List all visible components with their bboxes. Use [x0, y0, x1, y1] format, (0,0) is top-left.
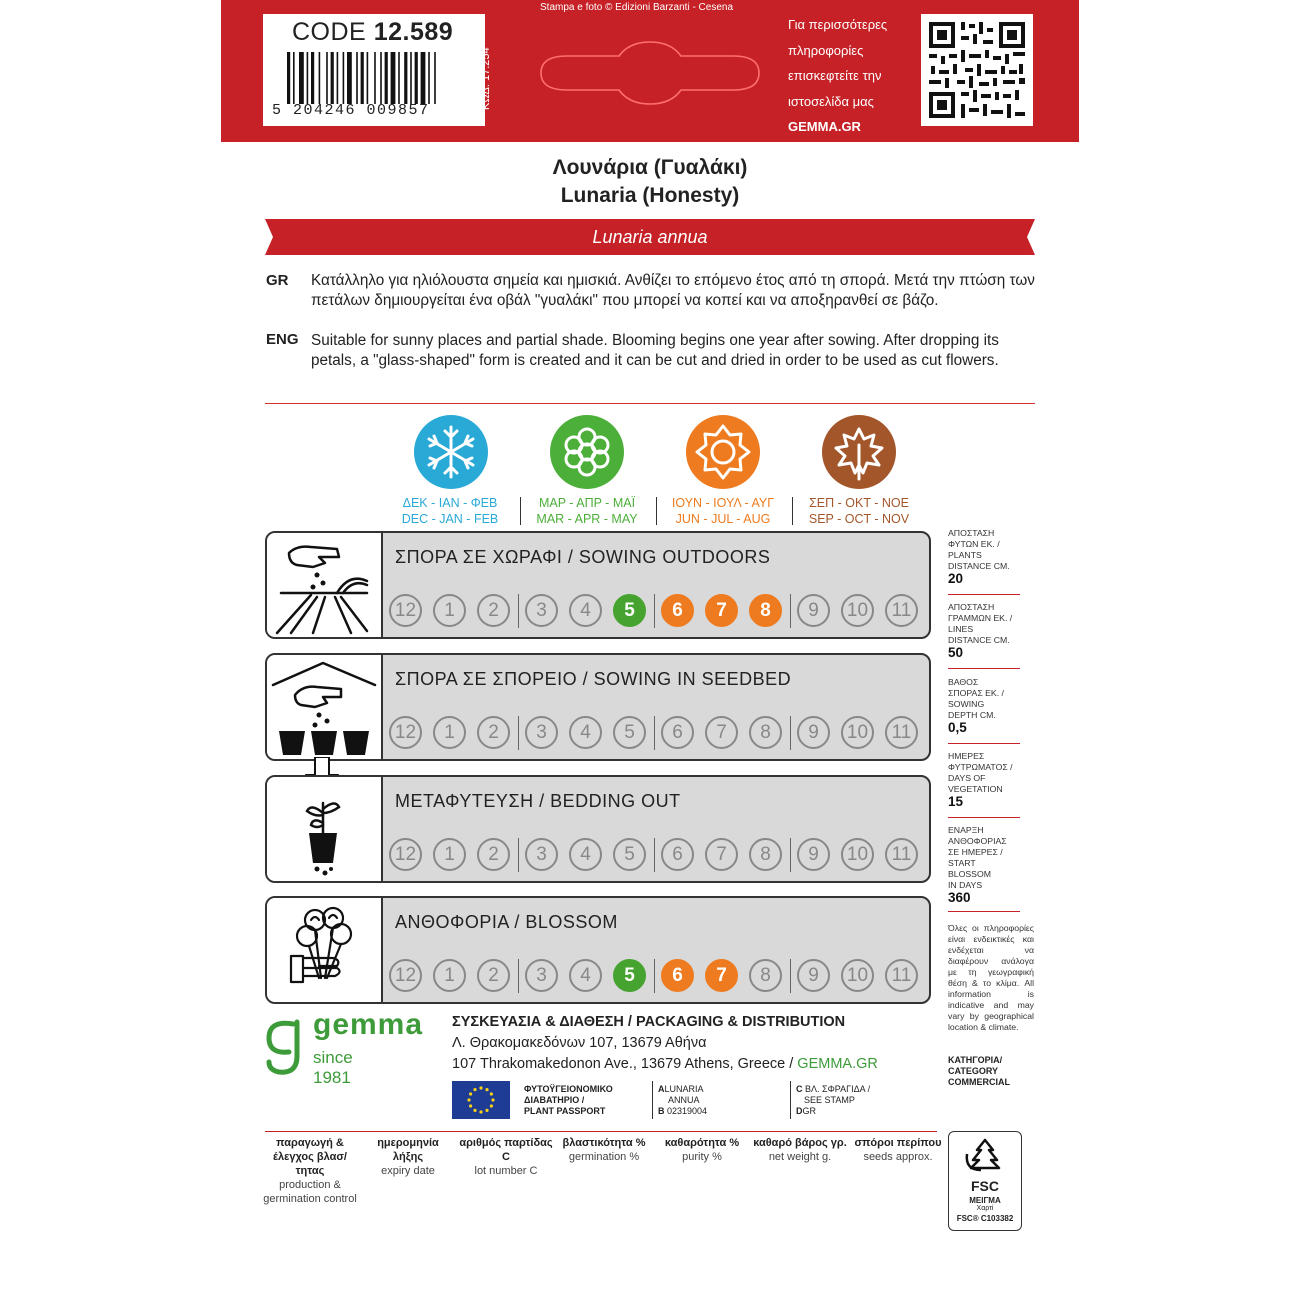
month-9: 9	[797, 838, 830, 871]
product-title-english: Lunaria (Honesty)	[560, 184, 740, 207]
hang-hole-outline	[537, 38, 763, 108]
season-divider	[790, 716, 791, 750]
month-6: 6	[661, 716, 694, 749]
fsc-tree-icon	[963, 1136, 1007, 1174]
month-4: 4	[569, 594, 602, 627]
eu-flag-icon	[452, 1081, 510, 1119]
month-9: 9	[797, 959, 830, 992]
month-5: 5	[613, 594, 646, 627]
month-7: 7	[705, 716, 738, 749]
bottom-column-gr: σπόροι περίπου	[854, 1137, 942, 1149]
description-greek: Κατάλληλο για ηλιόλουστα σημεία και ημισκιά. Ανθίζει το επόμενο έτος από τη σπορά. Μετά την πτώση των πετάλων δημιουργείται ένα οβάλ "γυαλάκι" που μπορεί να κοπεί και να αποξηρανθεί σε βάζο.	[311, 272, 1035, 309]
month-6: 6	[661, 959, 694, 992]
fsc-mix: ΜΕΙΓΜΑ	[969, 1196, 1001, 1205]
spring-season	[550, 415, 624, 489]
season-divider	[790, 959, 791, 993]
season-separator	[656, 497, 657, 525]
month-4: 4	[569, 838, 602, 871]
month-7: 7	[705, 838, 738, 871]
bottom-column	[851, 1136, 945, 1164]
bottom-column-gr: καθαρό βάρος γρ.	[753, 1137, 847, 1149]
category: ΚΑΤΗΓΟΡΙΑ/ CATEGORY COMMERCIAL	[948, 1055, 1010, 1087]
spec-value: 15	[948, 794, 964, 809]
kod-number: ΚΩΔ. 17.254	[480, 47, 492, 110]
section-title: ΑΝΘΟΦΟΡΙΑ / BLOSSOM	[395, 912, 618, 932]
address-greek: Λ. Θρακομακεδόνων 107, 13679 Αθήνα	[452, 1035, 707, 1051]
month-1: 1	[433, 959, 466, 992]
spec-label: DISTANCE CM.	[948, 561, 1010, 571]
month-8: 8	[749, 716, 782, 749]
spec-item	[948, 825, 1020, 903]
gemma-g-icon	[265, 1016, 305, 1078]
spec-label: PLANTS	[948, 550, 982, 560]
month-12: 12	[389, 838, 422, 871]
section-sowing-outdoors	[265, 531, 931, 639]
bottom-divider	[265, 1131, 937, 1132]
address-english: 107 Thrakomakedonon Ave., 13679 Athens, Greece / GEMMA.GR	[452, 1056, 878, 1072]
month-11: 11	[885, 594, 918, 627]
disclaimer: Όλες οι πληροφορίες είναι ενδεικτικές και ενδέχεται να διαφέρουν ανάλογα με τη γεωγραφική θέση & το κλίμα. All information is indicative and may vary by geographical location & climate.	[948, 923, 1034, 1032]
month-1: 1	[433, 838, 466, 871]
season-divider	[518, 959, 519, 993]
month-12: 12	[389, 594, 422, 627]
spec-label: DEPTH CM.	[948, 710, 996, 720]
month-11: 11	[885, 838, 918, 871]
spec-divider	[948, 911, 1020, 912]
since-text: since 1981	[313, 1048, 353, 1087]
month-2: 2	[477, 959, 510, 992]
spec-label: ΑΠΟΣΤΑΣΗ	[948, 528, 995, 538]
leaf-icon	[822, 415, 896, 489]
qr-code[interactable]	[921, 14, 1033, 126]
qr-code-icon	[921, 14, 1033, 126]
season-separator	[792, 497, 793, 525]
bottom-column	[263, 1136, 357, 1206]
spec-value: 50	[948, 645, 964, 660]
month-1: 1	[433, 716, 466, 749]
spec-label: ΦΥΤΩΝ ΕΚ. /	[948, 539, 1000, 549]
bottom-column-en: seeds approx.	[863, 1151, 933, 1163]
season-separator	[520, 497, 521, 525]
month-6: 6	[661, 838, 694, 871]
section-blossom	[265, 896, 931, 1004]
month-5: 5	[613, 959, 646, 992]
divider	[265, 403, 1035, 404]
season-divider	[654, 838, 655, 872]
snowflake-icon	[414, 415, 488, 489]
bottom-column-en: net weight g.	[768, 1151, 832, 1163]
flower-icon	[550, 415, 624, 489]
spec-label: START	[948, 858, 976, 868]
section-title: ΣΠΟΡΑ ΣΕ ΧΩΡΑΦΙ / SOWING OUTDOORS	[395, 547, 771, 567]
spec-divider	[948, 743, 1020, 744]
section-title: ΣΠΟΡΑ ΣΕ ΣΠΟΡΕΙΟ / SOWING IN SEEDBED	[395, 669, 792, 689]
spec-label: BLOSSOM	[948, 869, 991, 879]
bottom-column-gr: παραγωγή & έλεγχος βλασ/τητας	[273, 1137, 347, 1177]
section-sowing-seedbed	[265, 653, 931, 761]
bottom-column-gr: αριθμός παρτίδας C	[459, 1137, 553, 1163]
month-11: 11	[885, 716, 918, 749]
month-2: 2	[477, 594, 510, 627]
spec-label: SOWING	[948, 699, 985, 709]
month-5: 5	[613, 838, 646, 871]
month-12: 12	[389, 959, 422, 992]
season-divider	[790, 594, 791, 628]
info-text: Για περισσότερες πληροφορίες επισκεφτείτε την ιστοσελίδα μας GEMMA.GR	[788, 12, 887, 140]
spec-divider	[948, 594, 1020, 595]
month-10: 10	[841, 838, 874, 871]
spec-label: ΣΠΟΡΑΣ ΕΚ. /	[948, 688, 1004, 698]
website-link[interactable]: GEMMA.GR	[788, 119, 861, 134]
bottom-column-en: expiry date	[381, 1165, 435, 1177]
month-4: 4	[569, 959, 602, 992]
season-label-autumn: ΣΕΠ - ΟΚΤ - ΝΟΕ SEP - OCT - NOV	[808, 496, 910, 526]
sowing-outdoors-icon	[267, 533, 383, 637]
month-10: 10	[841, 594, 874, 627]
month-10: 10	[841, 959, 874, 992]
product-code: CODE 12.589	[292, 18, 454, 46]
sun-icon	[686, 415, 760, 489]
month-1: 1	[433, 594, 466, 627]
season-divider	[654, 959, 655, 993]
month-8: 8	[749, 594, 782, 627]
autumn-season	[822, 415, 896, 489]
spec-label: ΑΝΘΟΦΟΡΙΑΣ	[948, 836, 1007, 846]
packaging-title: ΣΥΣΚΕΥΑΣΙΑ & ΔΙΑΘΕΣΗ / PACKAGING & DISTRIBUTION	[452, 1014, 846, 1030]
spec-label: ΦΥΤΡΩΜΑΤΟΣ /	[948, 762, 1013, 772]
transplant-icon	[267, 777, 383, 881]
spec-item	[948, 751, 1020, 807]
month-12: 12	[389, 716, 422, 749]
month-11: 11	[885, 959, 918, 992]
ean-number: 5 204246 009857	[272, 102, 430, 119]
season-label-summer: ΙΟΥΝ - ΙΟΥΛ - ΑΥΓ JUN - JUL - AUG	[671, 496, 775, 526]
bottom-column-gr: καθαρότητα %	[664, 1137, 740, 1149]
bottom-column-en: lot number C	[474, 1165, 538, 1177]
section-bedding-out	[265, 775, 931, 883]
spec-label: IN DAYS	[948, 880, 983, 890]
season-divider	[654, 594, 655, 628]
month-6: 6	[661, 594, 694, 627]
bottom-column	[753, 1136, 847, 1164]
spec-divider	[948, 668, 1020, 669]
bottom-column	[557, 1136, 651, 1164]
brand-name: gemma	[313, 1008, 424, 1041]
bottom-column	[459, 1136, 553, 1178]
fsc-code: FSC® C103382	[956, 1214, 1014, 1223]
spec-label: VEGETATION	[948, 784, 1003, 794]
spec-value: 0,5	[948, 720, 967, 735]
spec-item	[948, 528, 1020, 584]
month-5: 5	[613, 716, 646, 749]
spec-item	[948, 677, 1020, 733]
month-3: 3	[525, 594, 558, 627]
fsc-paper: Χαρτί	[976, 1205, 994, 1212]
bottom-column-en: purity %	[682, 1151, 722, 1163]
spec-value: 360	[948, 890, 971, 905]
printer-note: Stampa e foto © Edizioni Barzanti - Cesena	[540, 2, 734, 13]
passport-c-d: C ΒΛ. ΣΦΡΑΓΙΔΑ / SEE STAMP DGR	[796, 1084, 871, 1116]
month-9: 9	[797, 594, 830, 627]
spec-label: DAYS OF	[948, 773, 986, 783]
season-divider	[518, 838, 519, 872]
bottom-column-gr: ημερομηνία λήξης	[377, 1137, 439, 1163]
lang-label-en: ENG	[266, 331, 299, 348]
spec-label: ΕΝΑΡΞΗ	[948, 825, 984, 835]
month-10: 10	[841, 716, 874, 749]
barcode-icon	[287, 52, 467, 104]
month-8: 8	[749, 838, 782, 871]
spec-label: ΗΜΕΡΕΣ	[948, 751, 985, 761]
season-label-spring: ΜΑΡ - ΑΠΡ - ΜΑΪ MAR - APR - MAY	[536, 496, 638, 526]
month-4: 4	[569, 716, 602, 749]
description-english: Suitable for sunny places and partial shade. Blooming begins one year after sowing. After dropping its petals, a "glass-shaped" form is created and it can be cut and dried in order to be used as cut flowers.	[311, 332, 999, 369]
spec-label: ΒΑΘΟΣ	[948, 677, 979, 687]
spec-divider	[948, 817, 1020, 818]
latin-name: Lunaria annua	[592, 227, 708, 247]
bottom-column	[655, 1136, 749, 1164]
passport-separator	[790, 1081, 791, 1119]
plant-passport-label: ΦΥΤΟΫΓΕΙΟΝΟΜΙΚΟ ΔΙΑΒΑΤΗΡΙΟ / PLANT PASSPORT	[524, 1084, 613, 1116]
season-divider	[654, 716, 655, 750]
summer-season	[686, 415, 760, 489]
bottom-column-gr: βλαστικότητα %	[562, 1137, 646, 1149]
rose-bouquet-icon	[267, 898, 383, 1002]
passport-separator	[652, 1081, 653, 1119]
winter-season	[414, 415, 488, 489]
season-label-winter: ΔΕΚ - ΙΑΝ - ΦΕΒ DEC - JAN - FEB	[401, 496, 499, 526]
lang-label-gr: GR	[266, 272, 289, 289]
month-7: 7	[705, 594, 738, 627]
seedbed-icon	[267, 655, 383, 759]
season-divider	[790, 838, 791, 872]
month-2: 2	[477, 838, 510, 871]
month-7: 7	[705, 959, 738, 992]
spec-label: ΑΠΟΣΤΑΣΗ	[948, 602, 995, 612]
month-3: 3	[525, 716, 558, 749]
spec-item	[948, 602, 1020, 658]
month-8: 8	[749, 959, 782, 992]
spec-label: ΣΕ ΗΜΕΡΕΣ /	[948, 847, 1003, 857]
month-2: 2	[477, 716, 510, 749]
spec-label: DISTANCE CM.	[948, 635, 1010, 645]
month-3: 3	[525, 959, 558, 992]
bottom-column-en: production & germination control	[263, 1179, 357, 1205]
spec-label: LINES	[948, 624, 974, 634]
bottom-column-en: germination %	[568, 1151, 640, 1163]
season-divider	[518, 594, 519, 628]
footer-website-link[interactable]: GEMMA.GR	[797, 1056, 878, 1072]
fsc-label: FSC	[971, 1178, 999, 1194]
fsc-badge	[948, 1131, 1022, 1231]
spec-label: ΓΡΑΜΜΩΝ ΕΚ. /	[948, 613, 1013, 623]
season-divider	[518, 716, 519, 750]
section-title: ΜΕΤΑΦΥΤΕΥΣΗ / BEDDING OUT	[395, 791, 681, 811]
month-9: 9	[797, 716, 830, 749]
bottom-column	[361, 1136, 455, 1178]
passport-a-b: ALUNARIA ANNUA B 02319004	[658, 1084, 708, 1116]
spec-value: 20	[948, 571, 964, 586]
product-title-greek: Λουνάρια (Γυαλάκι)	[552, 156, 748, 179]
month-3: 3	[525, 838, 558, 871]
